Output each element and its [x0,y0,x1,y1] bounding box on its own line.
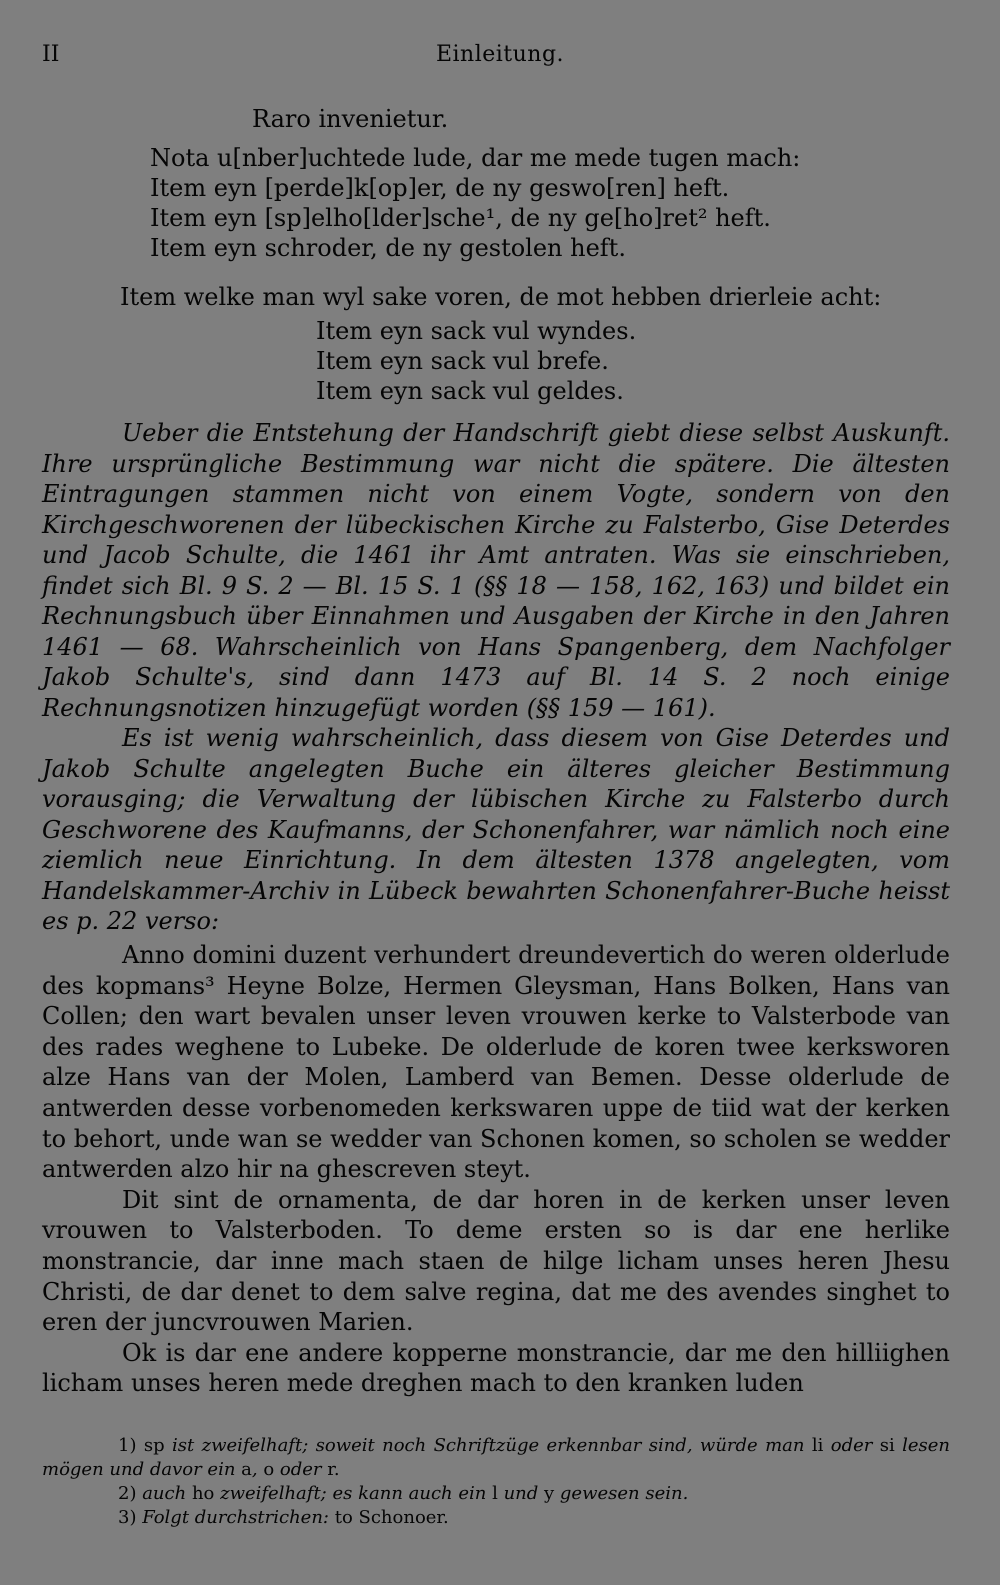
footnote-text: zweifelhaft; es kann auch ein [220,1483,493,1504]
quoted-source-text [42,940,950,1399]
page-header [42,42,958,72]
verse-line: Nota u[nber]uchtede lude, dar me mede tugen mach: [150,144,801,172]
footnote-text: lesen mögen und davor ein [42,1435,951,1480]
footnote-text: sp [143,1435,172,1456]
page-number: II [42,42,60,67]
footnote-text: ist zweifelhaft; soweit noch Schriftzüge erkennbar sind, würde man [172,1435,812,1456]
footnote-text: gewesen sein. [559,1483,689,1504]
commentary-paragraph: Ueber die Entstehung der Handschrift giebt diese selbst Auskunft. Ihre ursprüngliche Bestimmung war nicht die spätere. Die ältesten Eintragungen stammen nicht von einem Vogte, sondern von den Kirchgeschworenen der lübeckischen Kirche zu Falsterbo, Gise Deterdes und Jacob Schulte, die 1461 ihr Amt antraten. Was sie einschrieben, findet sich Bl. 9 S. 2 — Bl. 15 S. 1 (§§ 18 — 158, 162, 163) und bildet ein Rechnungsbuch über Einnahmen und Ausgaben der Kirche in den Jahren 1461 — 68. Wahrscheinlich von Hans Spangenberg, dem Nachfolger Jakob Schulte's, sind dann 1473 auf Bl. 14 S. 2 noch einige Rechnungsnotizen hinzugefügt worden (§§ 159 — 161). [42,419,950,722]
footnote-number: 3) [118,1507,143,1528]
footnotes [42,1434,950,1530]
footnote-text: li [811,1435,831,1456]
source-paragraph: Dit sint de ornamenta, de dar horen in de kerken unser leven vrouwen to Valsterboden. To deme ersten so is dar ene herlike monstrancie, dar inne mach staen de hilge licham unses heren Jhesu Christi, de dar denet to dem salve regina, dat me des avendes singhet to eren der juncvrouwen Marien. [42,1185,950,1337]
footnote-1 [42,1434,950,1482]
footnote-2 [42,1482,950,1506]
verse-line: Item eyn sack vul brefe. [316,347,609,375]
footnote-text: auch [142,1483,192,1504]
verse-line: Item eyn schroder, de ny gestolen heft. [150,234,626,262]
verse-title: Raro invenietur. [252,105,449,133]
footnote-3 [42,1506,950,1530]
footnote-number: 2) [118,1483,143,1504]
footnote-text: oder [830,1435,880,1456]
footnote-text: oder [279,1459,328,1480]
footnote-text: si [879,1435,903,1456]
footnote-text: Folgt durchstrichen: [142,1507,335,1528]
running-title: Einleitung. [435,42,565,67]
source-paragraph: Ok is dar ene andere kopperne monstrancie, dar me den hilliighen licham unses heren mede dreghen mach to den kranken luden [42,1338,950,1398]
footnote-text: ho [191,1483,221,1504]
footnote-text: r. [327,1459,340,1480]
footnote-text: l [492,1483,504,1504]
italic-commentary [42,418,950,937]
footnote-text: a [241,1459,252,1480]
footnote-number: 1) [118,1435,144,1456]
verse-intro-line: Item welke man wyl sake voren, de mot hebben drierleie acht: [120,283,882,311]
footnote-text: , [251,1459,264,1480]
footnote-text: und [503,1483,544,1504]
source-paragraph: Anno domini duzent verhundert dreundevertich do weren olderlude des kopmans³ Heyne Bolze, Hermen Gleysman, Hans Bolken, Hans van Collen; den wart bevalen unser leven vrouwen kerke to Valsterbode van des rades weghene to Lubeke. De olderlude de koren twee kerksworen alze Hans van der Molen, Lamberd van Bemen. Desse olderlude de antwerden desse vorbenomeden kerkswaren uppe de tiid wat der kerken to behort, unde wan se wedder van Schonen komen, so scholen se wedder antwerden alzo hir na ghescreven steyt. [42,941,950,1184]
footnote-text: y [544,1483,560,1504]
commentary-paragraph: Es ist wenig wahrscheinlich, dass diesem von Gise Deterdes und Jakob Schulte angelegten Buche ein älteres gleicher Bestimmung vorausging; die Verwaltung der lübischen Kirche zu Falsterbo durch Geschworene des Kaufmanns, der Schonenfahrer, war nämlich noch eine ziemlich neue Einrichtung. In dem ältesten 1378 angelegten, vom Handelskammer-Archiv in Lübeck bewahrten Schonenfahrer-Buche heisst es p. 22 verso: [42,724,950,935]
verse-line: Item eyn [sp]elho[lder]sche¹, de ny ge[ho]ret² heft. [150,204,771,232]
footnote-text: to Schonoer. [334,1507,449,1528]
verse-line: Item eyn sack vul geldes. [316,377,624,405]
verse-line: Item eyn [perde]k[op]er, de ny geswo[ren] heft. [150,174,730,202]
verse-line: Item eyn sack vul wyndes. [316,317,637,345]
footnote-text: o [263,1459,280,1480]
